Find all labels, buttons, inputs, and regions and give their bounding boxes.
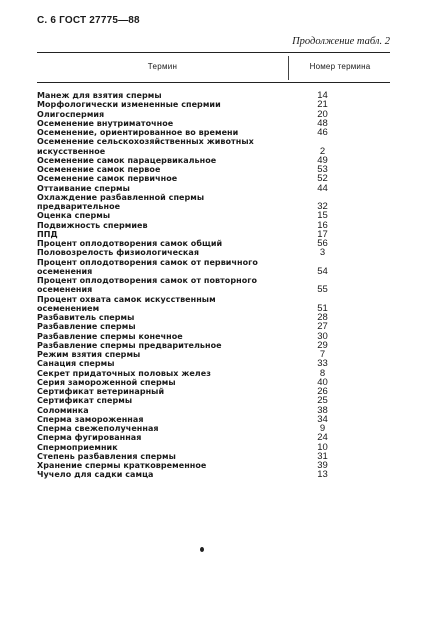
term-cell: Процент оплодотворения самок от повторного [37, 276, 258, 285]
term-cell: предварительное [37, 202, 121, 211]
term-cell: Сперма замороженная [37, 414, 144, 424]
table-row [37, 285, 390, 294]
table-row [37, 470, 390, 479]
term-cell: Процент оплодотворения самок от первичного [37, 257, 258, 267]
table-row [37, 313, 390, 322]
term-number-cell: 52 [317, 173, 328, 185]
table-row [37, 396, 390, 405]
term-number-cell: 56 [317, 238, 328, 249]
table-row [37, 184, 390, 193]
term-cell: Оценка спермы [37, 211, 111, 221]
table-row [37, 350, 390, 359]
term-cell: Манеж для взятия спермы [37, 91, 162, 100]
term-cell: Чучело для садки самца [37, 470, 154, 480]
table-row [37, 230, 390, 239]
term-cell: Сперма свежеполученная [37, 424, 159, 433]
term-number-cell: 54 [317, 265, 328, 277]
term-cell: Разбавление спермы [37, 322, 136, 332]
table-row [37, 378, 390, 387]
term-cell: Спермоприемник [37, 442, 118, 452]
term-number-cell: 29 [317, 339, 328, 351]
term-number-cell: 21 [317, 99, 328, 111]
term-number-cell: 3 [319, 247, 326, 259]
table-row [37, 110, 390, 119]
table-row [37, 267, 390, 276]
table-row [37, 137, 390, 146]
term-number-cell: 39 [317, 460, 328, 471]
term-number-cell: 49 [317, 154, 328, 166]
term-number-cell: 31 [317, 450, 328, 462]
table-row [37, 202, 390, 211]
term-number-cell: 38 [317, 404, 328, 416]
column-header-terms: Термин [147, 62, 178, 71]
term-number-cell: 15 [317, 210, 328, 222]
term-cell: Режим взятия спермы [37, 350, 141, 359]
term-number-cell: 48 [317, 117, 328, 129]
term-cell: осеменения [37, 285, 93, 295]
term-number-cell: 30 [317, 330, 328, 342]
term-cell: Олигоспермия [37, 109, 105, 119]
term-cell: Осеменение внутриматочное [37, 118, 174, 128]
term-cell: Серия замороженной спермы [37, 377, 176, 387]
table-row [37, 387, 390, 396]
table-row [37, 452, 390, 461]
table-header-rule [37, 82, 390, 83]
table-row [37, 322, 390, 331]
term-cell: Морфологически измененные спермии [37, 100, 221, 110]
term-number-cell: 55 [317, 284, 328, 296]
table-row [37, 165, 390, 174]
term-number-cell: 24 [317, 432, 328, 444]
term-cell: Осеменение, ориентированное во времени [37, 128, 239, 137]
term-cell: Разбавитель спермы [37, 313, 135, 322]
term-cell: Половозрелость физиологическая [37, 248, 200, 258]
table-row [37, 276, 390, 285]
term-number-cell: 44 [317, 182, 328, 194]
term-number-cell: 9 [319, 423, 326, 434]
term-number-cell: 25 [317, 395, 328, 407]
term-number-cell: 28 [317, 312, 328, 323]
table-row [37, 221, 390, 230]
term-number-cell: 46 [317, 127, 328, 138]
term-number-cell: 27 [317, 321, 328, 333]
term-number-cell: 8 [319, 367, 326, 379]
term-cell: Соломинка [37, 405, 89, 415]
table-row [37, 332, 390, 341]
term-cell: Санация спермы [37, 359, 115, 369]
terms-table-body [37, 91, 390, 480]
term-number-cell: 2 [319, 145, 326, 157]
term-number-cell: 17 [317, 228, 328, 240]
column-header-number: Номер термина [309, 62, 371, 71]
term-number-cell: 16 [317, 219, 328, 231]
term-number-cell: 32 [317, 201, 328, 212]
term-number-cell: 53 [317, 164, 328, 175]
table-row [37, 433, 390, 442]
term-cell: ППД [37, 229, 58, 239]
term-number-cell: 14 [317, 90, 328, 101]
term-cell: Осеменение самок парацервикальное [37, 155, 217, 165]
table-row [37, 147, 390, 156]
term-cell: Сертификат спермы [37, 396, 133, 406]
table-row [37, 91, 390, 100]
term-cell: искусственное [37, 146, 106, 156]
term-cell: Секрет придаточных половых желез [37, 368, 211, 378]
term-cell: осеменения [37, 266, 93, 276]
column-divider [288, 56, 289, 80]
term-cell: Оттаивание спермы [37, 183, 130, 193]
term-cell: Хранение спермы кратковременное [37, 461, 207, 470]
table-top-rule [37, 52, 390, 53]
table-row [37, 174, 390, 183]
term-number-cell: 33 [317, 358, 328, 370]
table-row [37, 258, 390, 267]
term-number-cell: 34 [317, 413, 328, 425]
table-row [37, 239, 390, 248]
term-number-cell: 13 [317, 469, 328, 481]
term-cell: Процент охвата самок искусственным осеменением [37, 294, 216, 313]
table-row [37, 295, 390, 314]
term-cell: Осеменение сельскохозяйственных животных [37, 137, 254, 147]
term-number-cell: 26 [317, 386, 328, 397]
table-row [37, 369, 390, 378]
term-number-cell: 7 [319, 349, 326, 360]
term-number-cell: 51 [317, 302, 328, 314]
term-number-cell: 20 [317, 108, 328, 120]
term-cell: Разбавление спермы конечное [37, 331, 183, 341]
term-cell: Осеменение самок первичное [37, 174, 178, 184]
table-row [37, 359, 390, 368]
term-cell: Осеменение самок первое [37, 165, 161, 174]
table-row [37, 100, 390, 109]
term-cell: Сертификат ветеринарный [37, 387, 165, 396]
term-cell: Охлаждение разбавленной спермы [37, 192, 205, 202]
table-row [37, 443, 390, 452]
term-cell: Разбавление спермы предварительное [37, 340, 222, 350]
table-row [37, 128, 390, 137]
table-row [37, 406, 390, 415]
table-row [37, 248, 390, 257]
term-cell: Процент оплодотворения самок общий [37, 239, 223, 248]
table-row [37, 341, 390, 350]
table-row [37, 461, 390, 470]
table-row [37, 211, 390, 220]
table-row [37, 415, 390, 424]
table-row [37, 156, 390, 165]
term-cell: Степень разбавления спермы [37, 451, 176, 461]
table-continuation-label: Продолжение табл. 2 [292, 36, 390, 47]
page-mark [200, 547, 204, 552]
term-number-cell: 10 [317, 441, 328, 453]
term-number-cell: 40 [317, 376, 328, 388]
page-header: С. 6 ГОСТ 27775—88 [37, 15, 140, 26]
table-row [37, 424, 390, 433]
table-row [37, 193, 390, 202]
term-cell: Сперма фугированная [37, 433, 142, 443]
table-row [37, 119, 390, 128]
term-cell: Подвижность спермиев [37, 220, 148, 230]
